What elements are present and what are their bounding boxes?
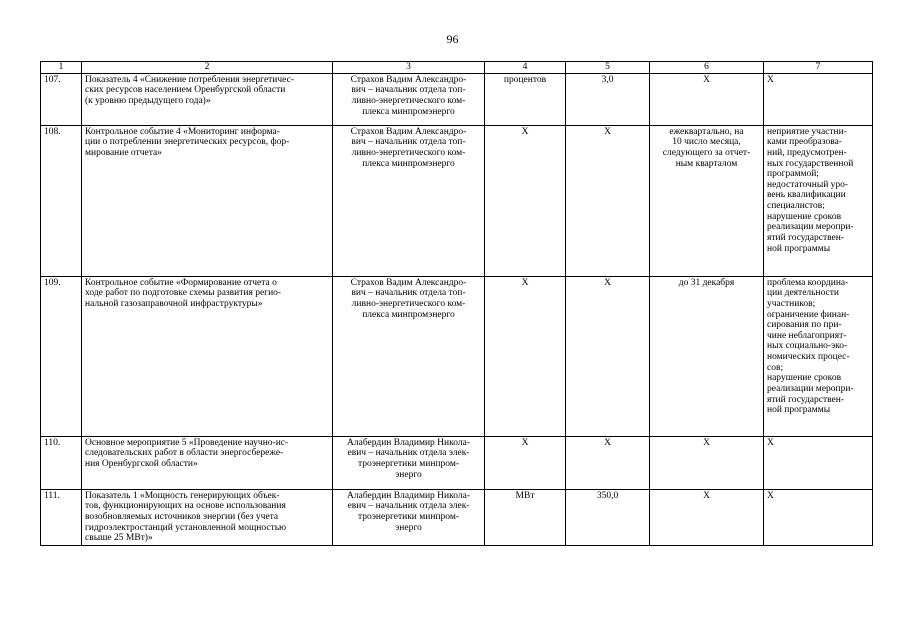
value-cell	[566, 125, 650, 276]
text-line: участников;	[767, 298, 816, 309]
period-cell	[650, 276, 764, 436]
text-line: вич – начальник отдела топ-	[351, 288, 466, 299]
responsible-cell	[333, 276, 485, 436]
text-line: мирование отчета»	[85, 147, 162, 158]
text-line: Х	[604, 126, 611, 137]
text-line: Х	[767, 490, 774, 501]
column-number-row	[41, 62, 873, 74]
text-line: Х	[604, 277, 611, 288]
text-line: ных государственной	[767, 158, 854, 169]
column-header: 4	[485, 62, 566, 74]
text-line: ских ресурсов населением Оренбургской области	[85, 85, 286, 96]
column-header: 1	[41, 62, 82, 74]
responsible-cell	[333, 436, 485, 489]
text-line: ками преобразова-	[767, 137, 842, 148]
value-cell	[566, 436, 650, 489]
text-line: ливно-энергетического ком-	[351, 95, 466, 106]
text-line: нарушение сроков	[767, 373, 842, 384]
text-line: троэнергетики минпром-	[357, 511, 460, 522]
description-cell	[82, 489, 333, 545]
table-row	[41, 276, 873, 436]
risk-cell	[764, 125, 873, 276]
description-cell	[82, 436, 333, 489]
text-line: ний, предусмотрен-	[767, 147, 847, 158]
row-number-cell: 109.	[41, 276, 82, 436]
text-line: процентов	[503, 74, 547, 85]
text-line: реализации меропри-	[767, 222, 854, 233]
text-line: Страхов Вадим Александро-	[350, 277, 467, 288]
responsible-cell	[333, 489, 485, 545]
text-line: МВт	[515, 490, 535, 501]
risk-cell	[764, 276, 873, 436]
text-line: следовательских работ в области энергосбереже-	[85, 448, 284, 459]
text-line: евич – начальник отдела элек-	[347, 448, 470, 459]
text-line: тов, функционирующих на основе использования	[85, 501, 286, 512]
text-line: нарушение сроков	[767, 211, 842, 222]
text-line: вич – начальник отдела топ-	[351, 137, 466, 148]
text-line: вич – начальник отдела топ-	[351, 85, 466, 96]
column-header: 3	[333, 62, 485, 74]
text-line: (к уровню предыдущего года)»	[85, 95, 211, 106]
column-header: 7	[764, 62, 873, 74]
text-line: Х	[703, 437, 710, 448]
text-line: Х	[521, 277, 529, 288]
text-line: Х	[703, 490, 710, 501]
text-line: чине неблагоприят-	[767, 330, 847, 341]
text-line: плекса минпромэнерго	[362, 309, 455, 320]
table-row	[41, 73, 873, 125]
risk-cell	[764, 436, 873, 489]
text-line: ходе работ по подготовке схемы развития регио-	[85, 288, 282, 299]
text-line: ных социально-эко-	[767, 341, 848, 352]
description-cell	[82, 125, 333, 276]
text-line: 3,0	[601, 74, 614, 85]
text-line: ежеквартально, на	[669, 126, 744, 137]
unit-cell	[485, 489, 566, 545]
risk-cell	[764, 489, 873, 545]
column-header: 5	[566, 62, 650, 74]
text-line: программой;	[767, 169, 819, 180]
period-cell	[650, 489, 764, 545]
description-cell	[82, 73, 333, 125]
text-line: энерго	[395, 522, 422, 533]
text-line: 10 число месяца,	[672, 137, 741, 148]
text-line: Х	[703, 74, 710, 85]
text-line: ным кварталом	[675, 158, 738, 169]
text-line: следующего за отчет-	[662, 147, 751, 158]
text-line: нальной газозаправочной инфраструктуры»	[85, 298, 263, 309]
text-line: номических процес-	[767, 352, 850, 362]
text-line: ции деятельности	[767, 288, 840, 299]
row-number-cell: 107.	[41, 73, 82, 125]
text-line: ливно-энергетического ком-	[351, 298, 466, 309]
text-line: сирования по при-	[767, 320, 842, 331]
text-line: до 31 декабря	[678, 277, 735, 288]
text-line: гидроэлектростанций установленной мощностью	[85, 522, 287, 533]
text-line: Х	[521, 437, 529, 448]
text-line: Алабердин Владимир Никола-	[347, 437, 470, 448]
text-line: Контрольное событие «Формирование отчета о	[85, 277, 277, 288]
value-cell	[566, 489, 650, 545]
text-line: реализации меропри-	[767, 383, 854, 394]
text-line: ной программы	[767, 243, 831, 254]
text-line: ния Оренбургской области»	[85, 458, 198, 469]
text-line: Х	[767, 74, 774, 85]
text-line: ции о потреблении энергетических ресурсов, фор-	[85, 137, 290, 148]
text-line: энерго	[395, 469, 422, 480]
plan-table	[40, 61, 873, 546]
unit-cell	[485, 73, 566, 125]
text-line: 350,0	[596, 490, 619, 501]
period-cell	[650, 73, 764, 125]
text-line: вень квалификации	[767, 190, 846, 201]
text-line: сов;	[767, 362, 784, 373]
text-line: недостаточный уро-	[767, 179, 849, 190]
description-cell	[82, 276, 333, 436]
text-line: проблема координа-	[767, 277, 849, 288]
row-number-cell: 111.	[41, 489, 82, 545]
text-line: Х	[604, 437, 611, 448]
period-cell	[650, 125, 764, 276]
text-line: Х	[767, 437, 774, 448]
value-cell	[566, 276, 650, 436]
text-line: троэнергетики минпром-	[357, 458, 460, 469]
risk-cell	[764, 73, 873, 125]
text-line: Контрольное событие 4 «Мониторинг информа-	[85, 126, 280, 137]
unit-cell	[485, 436, 566, 489]
text-line: ливно-энергетического ком-	[351, 147, 466, 158]
text-line: евич – начальник отдела элек-	[347, 501, 470, 512]
text-line: свыше 25 МВт)»	[85, 533, 153, 544]
text-line: Основное мероприятие 5 «Проведение научно-ис-	[85, 437, 289, 448]
text-line: Показатель 1 «Мощность генерирующих объек-	[85, 490, 280, 501]
row-number-cell: 110.	[41, 436, 82, 489]
text-line: Показатель 4 «Снижение потребления энергетичес-	[85, 74, 295, 85]
column-header: 6	[650, 62, 764, 74]
text-line: возобновляемых источников энергии (без учета	[85, 511, 279, 522]
text-line: Алабердин Владимир Никола-	[347, 490, 470, 501]
text-line: Х	[521, 126, 529, 137]
text-line: ограничение финан-	[767, 309, 850, 320]
row-number-cell: 108.	[41, 125, 82, 276]
text-line: ятий государствен-	[767, 232, 845, 243]
text-line: Страхов Вадим Александро-	[350, 126, 467, 137]
table-row	[41, 125, 873, 276]
unit-cell	[485, 125, 566, 276]
text-line: ной программы	[767, 405, 831, 416]
text-line: неприятие участни-	[767, 126, 847, 137]
text-line: ятий государствен-	[767, 394, 845, 405]
table-row	[41, 436, 873, 489]
responsible-cell	[333, 125, 485, 276]
text-line: специалистов;	[767, 201, 825, 211]
period-cell	[650, 436, 764, 489]
unit-cell	[485, 276, 566, 436]
value-cell	[566, 73, 650, 125]
page-number: 96	[446, 32, 459, 46]
text-line: плекса минпромэнерго	[362, 106, 455, 117]
text-line: плекса минпромэнерго	[362, 158, 455, 169]
column-header: 2	[82, 62, 333, 74]
text-line: Страхов Вадим Александро-	[350, 74, 467, 85]
responsible-cell	[333, 73, 485, 125]
table-row	[41, 489, 873, 545]
